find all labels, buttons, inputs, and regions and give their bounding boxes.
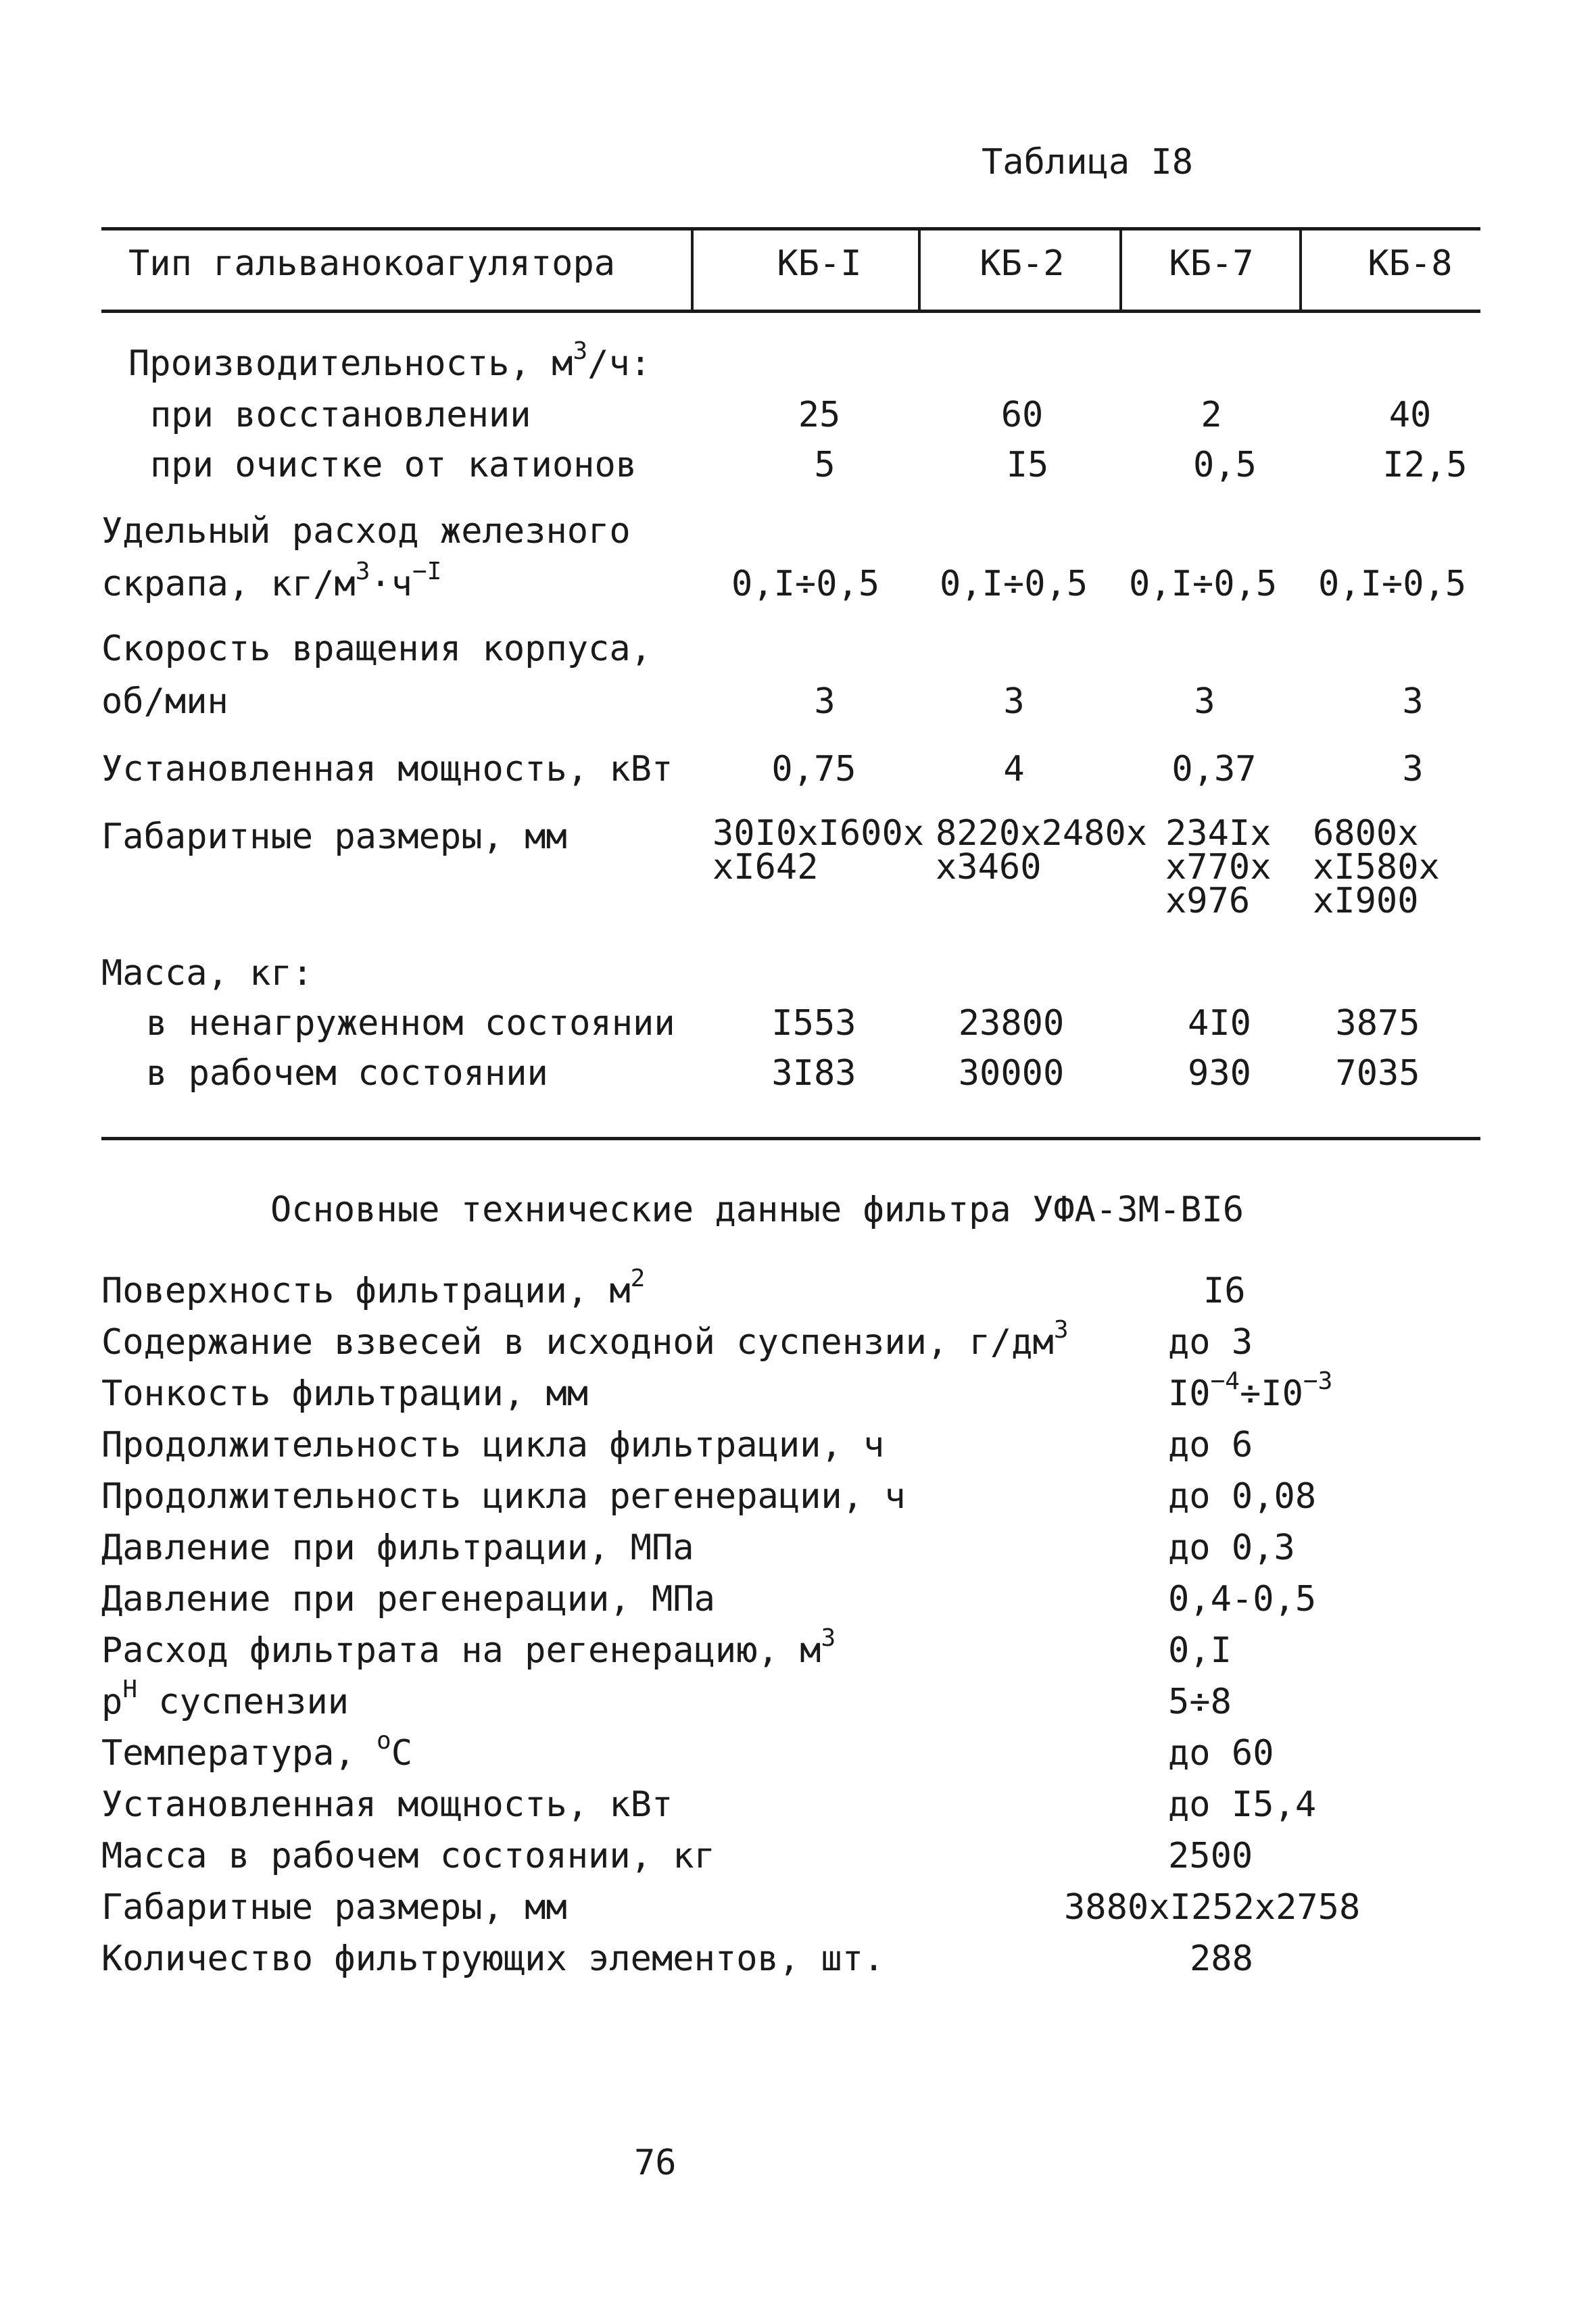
table-row-label: в ненагруженном состоянии (146, 1003, 675, 1044)
table-cell: 6800x xI580x xI900 (1313, 813, 1440, 921)
spec-label: Количество фильтрующих элементов, шт. (101, 1939, 885, 1979)
table-cell: 3 (1402, 749, 1424, 789)
table-header-divider (1299, 228, 1302, 311)
spec-value: до 0,08 (1168, 1476, 1317, 1517)
table-cell: 23800 (958, 1003, 1065, 1044)
table-header-col: КБ-7 (1169, 243, 1254, 284)
table-cell: 30I0xI600x xI642 (712, 813, 925, 887)
table-cell: 5 (814, 445, 836, 485)
table-cell: 3875 (1335, 1003, 1420, 1044)
productivity-label: Производительность, $м^3/ч$: (128, 337, 652, 384)
table-header-type: Тип гальванокоагулятора (128, 243, 616, 284)
table-cell: I2,5 (1382, 445, 1468, 485)
table-caption: Таблица I8 (982, 142, 1194, 182)
table-cell: 0,5 (1193, 445, 1257, 485)
table-top-rule (101, 227, 1480, 230)
table-cell: 3I83 (771, 1053, 856, 1094)
table-cell: 8220x2480x x3460 (936, 813, 1148, 887)
section-title: Основные технические данные фильтра УФА-3М-ВI6 (270, 1190, 1244, 1230)
spec-label: Установленная мощность, кВт (101, 1784, 673, 1825)
table-cell: 4 (1003, 749, 1025, 789)
table-row-label: при очистке от катионов (150, 445, 637, 485)
table-cell: 7035 (1335, 1053, 1420, 1094)
table-header-col: КБ-I (777, 243, 862, 284)
table-cell: 60 (1000, 395, 1044, 435)
table-cell: I553 (771, 1003, 856, 1044)
table-row-label: при восстановлении (150, 395, 531, 435)
spec-value: 288 (1190, 1939, 1253, 1979)
spec-label: Продолжительность цикла фильтрации, ч (101, 1425, 885, 1465)
spec-label: Масса в рабочем состоянии, кг (101, 1836, 715, 1876)
table-row-label: Масса, кг: (101, 953, 314, 994)
table-header-rule (101, 310, 1480, 313)
spec-value: 0,4-0,5 (1168, 1579, 1317, 1619)
table-header-divider (918, 228, 921, 311)
table-cell: 3 (1194, 681, 1215, 722)
spec-value: до 6 (1168, 1425, 1253, 1465)
table-cell: 4I0 (1188, 1003, 1251, 1044)
spec-label: Габаритные размеры, мм (101, 1887, 567, 1928)
spec-value: 0,I (1168, 1630, 1232, 1671)
spec-label: Температура, $^о$С (101, 1726, 412, 1774)
table-cell: 234Ix x770x x976 (1165, 813, 1272, 921)
spec-value: до I5,4 (1168, 1784, 1317, 1825)
table-header-col: КБ-8 (1368, 243, 1453, 284)
table-cell: 40 (1388, 395, 1432, 435)
table-cell: 25 (798, 395, 841, 435)
spec-label: Продолжительность цикла регенерации, ч (101, 1476, 906, 1517)
table-cell: I5 (1006, 445, 1049, 485)
spec-label: Содержание взвесей в исходной суспензии, $г/дм^3$ (101, 1315, 1069, 1363)
spec-value: 3880xI252x2758 (1064, 1887, 1361, 1928)
table-row-label: Удельный расход железного (101, 511, 631, 552)
spec-value: I6 (1203, 1271, 1246, 1311)
table-cell: 2 (1201, 395, 1222, 435)
table-cell: 0,I÷0,5 (1318, 564, 1467, 604)
table-header-col: КБ-2 (980, 243, 1065, 284)
table-cell: 0,37 (1171, 749, 1257, 789)
spec-label: Давление при регенерации, МПа (101, 1579, 715, 1619)
spec-value: 5÷8 (1168, 1682, 1232, 1722)
spec-value: до 60 (1168, 1733, 1274, 1774)
table-cell: 3 (1003, 681, 1025, 722)
table-cell: 3 (814, 681, 836, 722)
table-cell: 3 (1402, 681, 1424, 722)
page-number: 76 (634, 2143, 677, 2183)
spec-value: до 3 (1168, 1322, 1253, 1363)
table-cell: 0,I÷0,5 (731, 564, 880, 604)
table-row-label: Скорость вращения корпуса, (101, 629, 652, 669)
table-row-label: в рабочем состоянии (146, 1053, 548, 1094)
table-row-label: скрапа, $кг/м^3\cdot ч^{-I}$ (101, 557, 442, 604)
spec-value: $I0^{-4}\div I0^{-3}$ (1168, 1367, 1333, 1414)
table-cell: 30000 (958, 1053, 1065, 1094)
table-row-label: об/мин (101, 681, 228, 722)
spec-label: Давление при фильтрации, МПа (101, 1528, 694, 1568)
table-cell: 0,I÷0,5 (940, 564, 1088, 604)
spec-value: 2500 (1168, 1836, 1253, 1876)
table-cell: 930 (1188, 1053, 1251, 1094)
spec-label: Поверхность фильтрации, $м^2$ (101, 1264, 646, 1311)
table-cell: 0,I÷0,5 (1129, 564, 1278, 604)
spec-value: до 0,3 (1168, 1528, 1295, 1568)
table-cell: 0,75 (771, 749, 856, 789)
spec-label: Расход фильтрата на регенерацию, $м^3$ (101, 1624, 836, 1671)
table-header-divider (691, 228, 694, 311)
table-header-divider (1119, 228, 1122, 311)
table-bottom-rule (101, 1137, 1480, 1140)
table-row-label: Установленная мощность, кВт (101, 749, 673, 789)
spec-label: Тонкость фильтрации, мм (101, 1373, 589, 1414)
table-row-label: Габаритные размеры, мм (101, 817, 567, 857)
spec-label: $р^Н$ суспензии (101, 1675, 349, 1722)
